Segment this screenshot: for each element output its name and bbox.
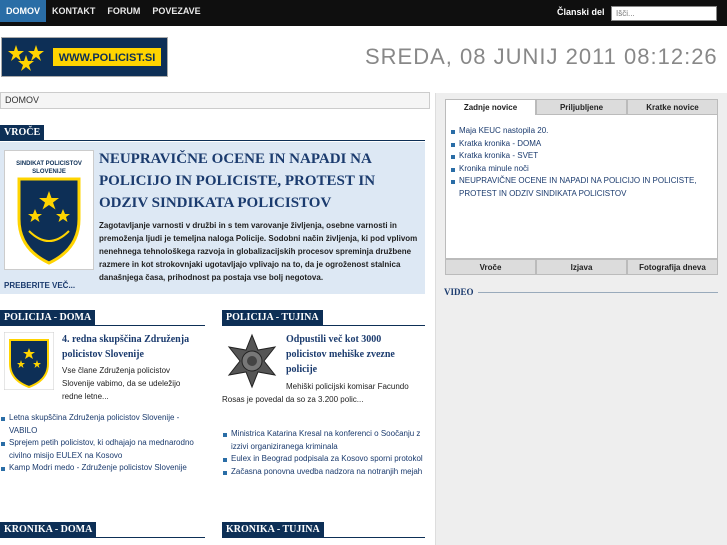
list-item[interactable]: Kratka kronika - DOMA: [450, 138, 712, 151]
union-badge-icon: [4, 332, 54, 390]
domestic-article-text: Vse člane Združenja policistov Slovenije vabimo, da se udeležijo redne letne...: [62, 366, 181, 401]
tab-hot[interactable]: Vroče: [445, 259, 536, 275]
tab-photo-of-day[interactable]: Fotografija dneva: [627, 259, 718, 275]
union-badge[interactable]: [4, 150, 94, 270]
section-divider: [0, 140, 425, 141]
list-item[interactable]: Kratka kronika - SVET: [450, 150, 712, 163]
list-item[interactable]: Eulex in Beograd podpisala za Kosovo sporni protokol: [222, 453, 425, 466]
section-label-foreign: POLICIJA - TUJINA: [222, 310, 323, 325]
foreign-article-title[interactable]: Odpustili več kot 3000 policistov mehiške zvezne policije: [286, 334, 395, 375]
media-tabs: [445, 259, 718, 275]
section-divider: [0, 537, 205, 538]
hot-article-text: Zagotavljanje varnosti v družbi in s tem varovanje življenja, osebne varnosti in premoženja ljudi je temeljna naloga Policije. Sodobni način življenja, ki pod vplivom nenehnega tehnološkega razvoja in globalizacijskih procesov spreminja družbene razmere in kot strokovnjaki ugotavljajo vplivajo na to, da je ogroženost stalnica današnjega časa, prihodnost pa postaja vse bolj negotova.: [99, 221, 418, 282]
news-tabs: [445, 99, 718, 115]
svg-text:SINDIKAT POLICISTOV: SINDIKAT POLICISTOV: [16, 161, 82, 167]
read-more-link[interactable]: PREBERITE VEČ...: [4, 281, 76, 290]
list-item[interactable]: Kronika minule noči: [450, 163, 712, 176]
list-item[interactable]: Sprejem petih policistov, ki odhajajo na mednarodno civilno misijo EULEX na Kosovo: [0, 437, 205, 462]
domestic-article-image[interactable]: [4, 332, 54, 390]
nav-home[interactable]: DOMOV: [0, 0, 46, 22]
latest-news-list: [450, 125, 712, 200]
video-divider: [478, 292, 718, 293]
section-label-chronicle-domestic: KRONIKA - DOMA: [0, 522, 96, 537]
site-name: WWW.POLICIST.SI: [52, 47, 162, 67]
current-datetime: SREDA, 08 JUNIJ 2011 08:12:26: [365, 44, 718, 69]
nav-forum[interactable]: FORUM: [107, 6, 141, 16]
section-divider: [0, 325, 205, 326]
latest-news-panel: [445, 115, 718, 259]
list-item[interactable]: Maja KEUC nastopila 20.: [450, 125, 712, 138]
section-label-hot: VROČE: [0, 125, 44, 140]
foreign-article-text: Mehiški policijski komisar Facundo Rosas je povedal da so za 3.200 polic...: [222, 382, 409, 404]
hot-article-title[interactable]: NEUPRAVIČNE OCENE IN NAPADI NA POLICIJO IN POLICISTE, PROTEST IN ODZIV SINDIKATA POLICISTOV: [99, 151, 376, 211]
search-input[interactable]: [611, 6, 717, 21]
section-divider: [222, 537, 425, 538]
tab-statement[interactable]: Izjava: [536, 259, 627, 275]
sidebar: [435, 93, 727, 545]
list-item[interactable]: NEUPRAVIČNE OCENE IN NAPADI NA POLICIJO IN POLICISTE, PROTEST IN ODZIV SINDIKATA POLICISTOV: [450, 175, 712, 200]
section-divider: [222, 325, 425, 326]
video-heading: VIDEO: [444, 287, 474, 297]
nav-contact[interactable]: KONTAKT: [52, 6, 96, 16]
section-label-chronicle-foreign: KRONIKA - TUJINA: [222, 522, 324, 537]
tab-short-news[interactable]: Kratke novice: [627, 99, 718, 115]
domestic-links: [0, 412, 205, 475]
tab-popular[interactable]: Priljubljene: [536, 99, 627, 115]
main-nav: [0, 0, 207, 26]
top-navigation-bar: [0, 0, 727, 26]
tab-latest-news[interactable]: Zadnje novice: [445, 99, 536, 115]
section-label-domestic: POLICIJA - DOMA: [0, 310, 95, 325]
union-badge-icon: [5, 151, 93, 269]
breadcrumb[interactable]: DOMOV: [0, 92, 430, 109]
stars-icon: [6, 43, 46, 73]
domestic-article-title[interactable]: 4. redna skupščina Združenja policistov Slovenije: [62, 334, 190, 360]
foreign-links: [222, 428, 425, 478]
list-item[interactable]: Ministrica Katarina Kresal na konferenci o Soočanju z izzivi organiziranega kriminala: [222, 428, 425, 453]
nav-links[interactable]: POVEZAVE: [152, 6, 201, 16]
list-item[interactable]: Kamp Modri medo - Združenje policistov Slovenije: [0, 462, 205, 475]
list-item[interactable]: Začasna ponovna uvedba nadzora na notranjih mejah: [222, 466, 425, 479]
members-label[interactable]: Članski del: [557, 7, 605, 17]
svg-text:SLOVENIJE: SLOVENIJE: [32, 169, 66, 175]
list-item[interactable]: Letna skupščina Združenja policistov Slovenije - VABILO: [0, 412, 205, 437]
site-logo[interactable]: [1, 37, 168, 77]
